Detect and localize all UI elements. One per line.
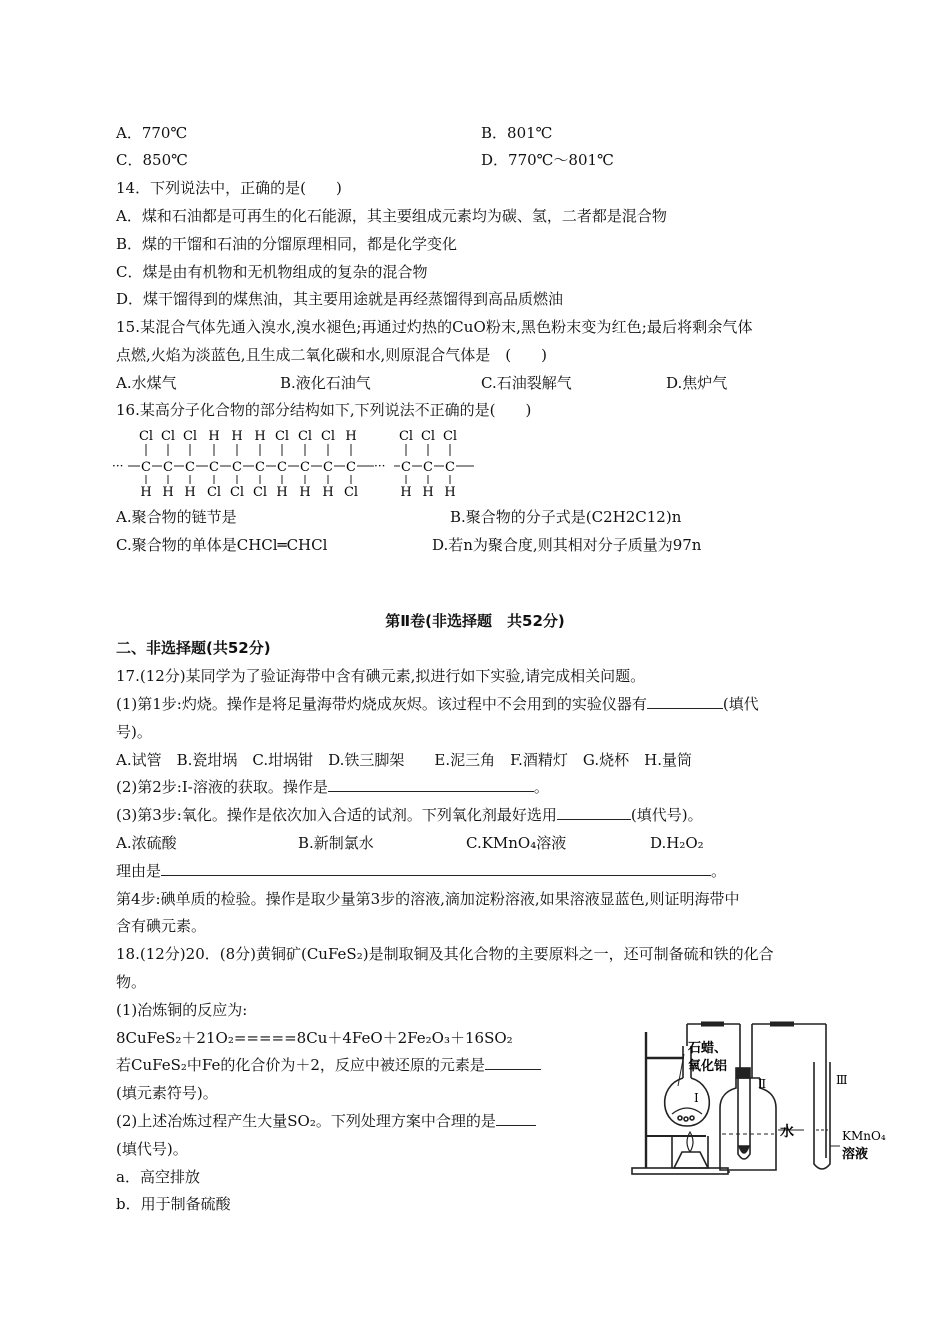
q13-option-c: C．850℃ xyxy=(116,151,188,169)
q13-option-d: D．770℃～801℃ xyxy=(481,151,614,169)
q17-step2-tail: 。 xyxy=(533,778,549,796)
chain-carbon: C xyxy=(232,460,242,475)
substituent-top: Cl xyxy=(182,429,198,444)
q17-step1-answer-blank[interactable] xyxy=(647,694,723,709)
q18-part1-answer-blank[interactable] xyxy=(485,1055,541,1070)
apparatus-label-i: Ⅰ xyxy=(694,1091,699,1105)
q13-option-b: B．801℃ xyxy=(481,124,553,142)
substituent-top: Cl xyxy=(138,429,154,444)
apparatus-label-reagent-2: 氧化铝 xyxy=(688,1059,728,1074)
substituent-top: H xyxy=(231,429,243,444)
chain-carbon: C xyxy=(445,460,455,475)
substituent-bottom: H xyxy=(444,485,456,500)
q17-step1-line1 xyxy=(116,694,759,714)
substituent-bottom: H xyxy=(184,485,196,500)
q18-part1-text: 若CuFeS₂中Fe的化合价为＋2，反应中被还原的元素是 xyxy=(116,1056,485,1074)
q17-reason-text: 理由是 xyxy=(116,862,162,880)
q18-part2-answer-blank[interactable] xyxy=(496,1111,536,1126)
chain-carbon: C xyxy=(277,460,287,475)
q18-part2-tail: (填代号)。 xyxy=(116,1140,188,1158)
substituent-top: Cl xyxy=(274,429,290,444)
apparatus-label-water: 水 xyxy=(780,1124,794,1140)
q16-option-c: C.聚合物的单体是CHCl═CHCl xyxy=(116,536,328,554)
q17-option-a: A.浓硫酸 xyxy=(116,834,177,852)
substituent-top: Cl xyxy=(160,429,176,444)
q17-step2-text: (2)第2步:I-溶液的获取。操作是 xyxy=(116,778,328,796)
substituent-bottom: H xyxy=(400,485,412,500)
substituent-top: H xyxy=(208,429,220,444)
chain-ellipsis-left: ··· xyxy=(112,459,124,473)
q18-part1-tail: (填元素符号)。 xyxy=(116,1084,218,1102)
chain-carbon: C xyxy=(255,460,265,475)
q17-step3-answer-blank[interactable] xyxy=(557,805,631,820)
q17-step1-tail: (填代 xyxy=(722,695,759,713)
chain-carbon: C xyxy=(163,460,173,475)
substituent-bottom: H xyxy=(140,485,152,500)
q18-stem-line1: 18.(12分)20．(8分)黄铜矿(CuFeS₂)是制取铜及其化合物的主要原料之一，还可制备硫和铁的化合 xyxy=(116,945,774,963)
q17-step3 xyxy=(116,805,703,825)
q18-equation: 8CuFeS₂＋21O₂=====8Cu＋4FeO＋2Fe₂O₃＋16SO₂ xyxy=(116,1029,513,1047)
polymer-structure-diagram xyxy=(112,424,492,504)
substituent-bottom: H xyxy=(299,485,311,500)
chain-carbon: C xyxy=(323,460,333,475)
apparatus-label-iii: Ⅲ xyxy=(836,1073,848,1087)
chain-carbon: C xyxy=(141,460,151,475)
q17-step1-options: A.试管 B.瓷坩埚 C.坩埚钳 D.铁三脚架 E.泥三角 F.酒精灯 G.烧杯 H.量筒 xyxy=(116,751,692,769)
q16-option-d: D.若n为聚合度,则其相对分子质量为97n xyxy=(432,536,702,554)
q17-option-c: C.KMnO₄溶液 xyxy=(466,834,567,852)
substituent-bottom: H xyxy=(422,485,434,500)
q18-part1: (1)冶炼铜的反应为: xyxy=(116,1001,248,1019)
substituent-bottom: H xyxy=(322,485,334,500)
section-ii-heading: 二、非选择题(共52分) xyxy=(116,639,271,657)
apparatus-diagram xyxy=(626,1018,896,1178)
q15-stem-line2: 点燃,火焰为淡蓝色,且生成二氧化碳和水,则原混合气体是 ( ) xyxy=(116,346,548,364)
q14-stem: 14．下列说法中，正确的是( ) xyxy=(116,179,342,197)
substituent-bottom: Cl xyxy=(343,485,359,500)
q16-option-b: B.聚合物的分子式是(C2H2C12)n xyxy=(450,508,682,526)
section-ii-title: 第Ⅱ卷(非选择题 共52分) xyxy=(385,612,565,630)
q18-option-a: a．高空排放 xyxy=(116,1168,200,1186)
q17-step4-line1: 第4步:碘单质的检验。操作是取少量第3步的溶液,滴加淀粉溶液,如果溶液显蓝色,则证明海带中 xyxy=(116,890,740,908)
q17-option-b: B.新制氯水 xyxy=(298,834,374,852)
substituent-bottom: Cl xyxy=(206,485,222,500)
q15-stem-line1: 15.某混合气体先通入溴水,溴水褪色;再通过灼热的CuO粉末,黑色粉末变为红色;最后将剩余气体 xyxy=(116,318,753,336)
apparatus-label-solution: 溶液 xyxy=(842,1147,869,1162)
q13-option-a: A．770℃ xyxy=(116,124,188,142)
q16-option-a: A.聚合物的链节是 xyxy=(116,508,237,526)
substituent-top: H xyxy=(345,429,357,444)
q18-option-b: b．用于制备硫酸 xyxy=(116,1195,231,1213)
q17-step3-text: (3)第3步:氧化。操作是依次加入合适的试剂。下列氧化剂最好选用 xyxy=(116,806,557,824)
substituent-top: Cl xyxy=(297,429,313,444)
substituent-top: Cl xyxy=(442,429,458,444)
q17-step1-line2: 号)。 xyxy=(116,723,152,741)
substituent-top: Cl xyxy=(320,429,336,444)
q17-option-d: D.H₂O₂ xyxy=(650,834,704,852)
substituent-bottom: Cl xyxy=(252,485,268,500)
q14-option-c: C．煤是由有机物和无机物组成的复杂的混合物 xyxy=(116,263,428,281)
q17-reason xyxy=(116,861,726,881)
q17-step2-answer-blank[interactable] xyxy=(328,777,534,792)
chain-carbon: C xyxy=(209,460,219,475)
q14-option-a: A．煤和石油都是可再生的化石能源，其主要组成元素均为碳、氢，二者都是混合物 xyxy=(116,207,667,225)
q15-option-b: B.液化石油气 xyxy=(280,374,371,392)
chain-carbon: C xyxy=(423,460,433,475)
chain-carbon: C xyxy=(185,460,195,475)
chain-ellipsis-middle: ··· xyxy=(374,459,386,473)
q18-part2-text: (2)上述冶炼过程产生大量SO₂。下列处理方案中合理的是 xyxy=(116,1112,496,1130)
q17-step1-text: (1)第1步:灼烧。操作是将足量海带灼烧成灰烬。该过程中不会用到的实验仪器有 xyxy=(116,695,647,713)
substituent-top: Cl xyxy=(420,429,436,444)
substituent-bottom: H xyxy=(162,485,174,500)
apparatus-label-ii: Ⅱ xyxy=(758,1077,767,1091)
q17-step2 xyxy=(116,777,549,797)
chain-carbon: C xyxy=(300,460,310,475)
q18-part1-question xyxy=(116,1055,541,1075)
substituent-bottom: Cl xyxy=(229,485,245,500)
chain-carbon: C xyxy=(346,460,356,475)
q17-step4-line2: 含有碘元素。 xyxy=(116,917,207,935)
q15-option-c: C.石油裂解气 xyxy=(481,374,572,392)
q18-stem-line2: 物。 xyxy=(116,973,147,991)
q18-part2-question xyxy=(116,1111,536,1131)
q17-stem: 17.(12分)某同学为了验证海带中含有碘元素,拟进行如下实验,请完成相关问题。 xyxy=(116,667,646,685)
q16-stem: 16.某高分子化合物的部分结构如下,下列说法不正确的是( ) xyxy=(116,401,532,419)
substituent-bottom: H xyxy=(276,485,288,500)
q17-reason-answer-blank[interactable] xyxy=(161,861,711,876)
q17-reason-tail: 。 xyxy=(711,862,727,880)
q17-step3-tail: (填代号)。 xyxy=(630,806,703,824)
q15-option-a: A.水煤气 xyxy=(116,374,177,392)
apparatus-label-kmno4: KMnO₄ xyxy=(842,1129,886,1143)
apparatus-label-reagent-1: 石蜡、 xyxy=(688,1041,728,1056)
q15-option-d: D.焦炉气 xyxy=(666,374,728,392)
q14-option-b: B．煤的干馏和石油的分馏原理相同，都是化学变化 xyxy=(116,235,458,253)
q14-option-d: D．煤干馏得到的煤焦油，其主要用途就是再经蒸馏得到高品质燃油 xyxy=(116,290,564,308)
substituent-top: H xyxy=(254,429,266,444)
chain-carbon: C xyxy=(401,460,411,475)
substituent-top: Cl xyxy=(398,429,414,444)
